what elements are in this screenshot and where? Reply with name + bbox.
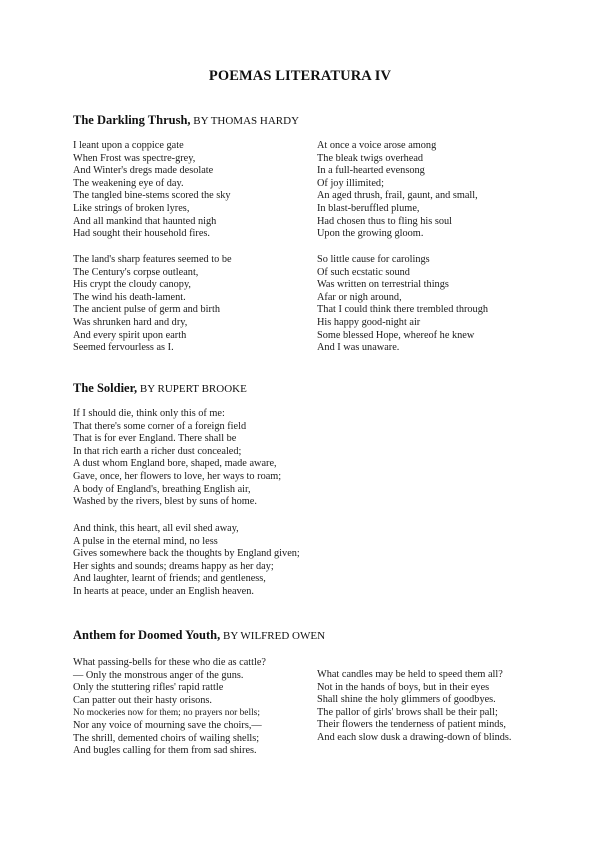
- stanza-anthem-sestet: [317, 669, 511, 745]
- poem-line: In that rich earth a richer dust concealed;: [73, 445, 242, 457]
- poem-line: And bugles calling for them from sad shires.: [73, 745, 257, 757]
- poem-line: The weakening eye of day.: [73, 177, 184, 189]
- poem-line: His crypt the cloudy canopy,: [73, 279, 192, 291]
- poem-line: The bleak twigs overhead: [317, 152, 424, 164]
- poem-line: Seemed fervourless as I.: [73, 342, 174, 354]
- poem-line: The tangled bine-stems scored the sky: [73, 190, 231, 202]
- poem-line: What passing-bells for these who die as cattle?: [73, 657, 267, 668]
- poem-author: BY THOMAS HARDY: [190, 115, 300, 127]
- stanza-right-2: [317, 254, 488, 355]
- poem-line: That there's some corner of a foreign field: [73, 420, 247, 432]
- stanza-left-1: [73, 140, 231, 241]
- poem-line: A dust whom England bore, shaped, made aware,: [73, 458, 277, 470]
- poem-line: An aged thrush, frail, gaunt, and small,: [317, 190, 478, 202]
- poem-line: Only the stuttering rifles' rapid rattle: [73, 682, 224, 694]
- poem-line: What candles may be held to speed them all?: [317, 669, 503, 680]
- poem-line: And think, this heart, all evil shed away,: [73, 523, 239, 534]
- poem-heading-anthem: [73, 628, 325, 643]
- poem-line: Had sought their household fires.: [73, 228, 210, 240]
- poem-line: Their flowers the tenderness of patient minds,: [317, 719, 507, 731]
- poem-line: A pulse in the eternal mind, no less: [73, 535, 218, 547]
- poem-line: Gives somewhere back the thoughts by England given;: [73, 548, 300, 560]
- poem-line: Her sights and sounds; dreams happy as her day;: [73, 560, 274, 572]
- poem-line: In hearts at peace, under an English heaven.: [73, 585, 254, 597]
- stanza-soldier-2: [73, 523, 300, 599]
- poem-line: Washed by the rivers, blest by suns of home.: [73, 496, 257, 508]
- poem-title: Anthem for Doomed Youth,: [73, 628, 221, 642]
- stanza-right-1: [317, 140, 478, 241]
- document-title: POEMAS LITERATURA IV: [208, 68, 392, 84]
- stanza-left-2: [73, 254, 232, 355]
- poem-line: Had chosen thus to fling his soul: [317, 215, 452, 227]
- poem-line: In a full-hearted evensong: [317, 165, 425, 177]
- poem-line: At once a voice arose among: [317, 140, 437, 151]
- poem-line: Gave, once, her flowers to love, her ways to roam;: [73, 470, 282, 482]
- poem-line: And I was unaware.: [317, 342, 400, 354]
- poem-title: The Darkling Thrush,: [73, 113, 191, 127]
- poem-line: His happy good-night air: [317, 316, 421, 328]
- poem-line: Was shrunken hard and dry,: [73, 316, 188, 328]
- poem-heading-darkling-thrush: [73, 113, 299, 128]
- poem-line: When Frost was spectre-grey,: [73, 152, 196, 164]
- poem-line: If I should die, think only this of me:: [73, 408, 225, 419]
- poem-line: Nor any voice of mourning save the choirs,—: [73, 719, 262, 731]
- poem-line: The shrill, demented choirs of wailing shells;: [73, 732, 260, 744]
- poem-line: Shall shine the holy glimmers of goodbyes.: [317, 694, 496, 706]
- stanza-soldier-1: [73, 408, 281, 509]
- poem-title: The Soldier,: [73, 381, 138, 395]
- poem-line: — Only the monstrous anger of the guns.: [73, 669, 244, 681]
- poem-line: Upon the growing gloom.: [317, 228, 424, 240]
- poem-line: Like strings of broken lyres,: [73, 202, 190, 214]
- poem-line: A body of England's, breathing English air,: [73, 483, 251, 495]
- poem-line: Can patter out their hasty orisons.: [73, 694, 212, 706]
- poem-line: Not in the hands of boys, but in their eyes: [317, 681, 490, 693]
- poem-line: And each slow dusk a drawing-down of blinds.: [317, 731, 512, 743]
- poem-line: The land's sharp features seemed to be: [73, 254, 232, 265]
- poem-line: I leant upon a coppice gate: [73, 140, 184, 151]
- poem-line: That is for ever England. There shall be: [73, 433, 237, 445]
- poem-line: The wind his death-lament.: [73, 291, 186, 303]
- poem-line: The Century's corpse outleant,: [73, 266, 199, 278]
- poem-line: And all mankind that haunted nigh: [73, 215, 217, 227]
- poem-line: Of joy illimited;: [317, 177, 384, 189]
- poem-line: That I could think there trembled through: [317, 304, 488, 316]
- poem-line: And Winter's dregs made desolate: [73, 165, 214, 177]
- poem-line: No mockeries now for them; no prayers nor bells;: [73, 708, 260, 719]
- poem-line: Of such ecstatic sound: [317, 266, 410, 278]
- stanza-anthem-octave: [73, 657, 266, 758]
- poem-line: Was written on terrestrial things: [317, 279, 449, 291]
- poem-heading-the-soldier: [73, 381, 247, 396]
- poem-line: The ancient pulse of germ and birth: [73, 304, 220, 316]
- poem-line: And every spirit upon earth: [73, 329, 187, 341]
- poem-line: In blast-beruffled plume,: [317, 202, 420, 214]
- poem-line: The pallor of girls' brows shall be their pall;: [317, 706, 498, 718]
- poem-author: BY WILFRED OWEN: [220, 630, 326, 642]
- poem-line: And laughter, learnt of friends; and gentleness,: [73, 573, 266, 585]
- poem-line: So little cause for carolings: [317, 254, 430, 265]
- poem-line: Afar or nigh around,: [317, 291, 402, 303]
- poem-line: Some blessed Hope, whereof he knew: [317, 329, 475, 341]
- poem-author: BY RUPERT BROOKE: [137, 383, 247, 395]
